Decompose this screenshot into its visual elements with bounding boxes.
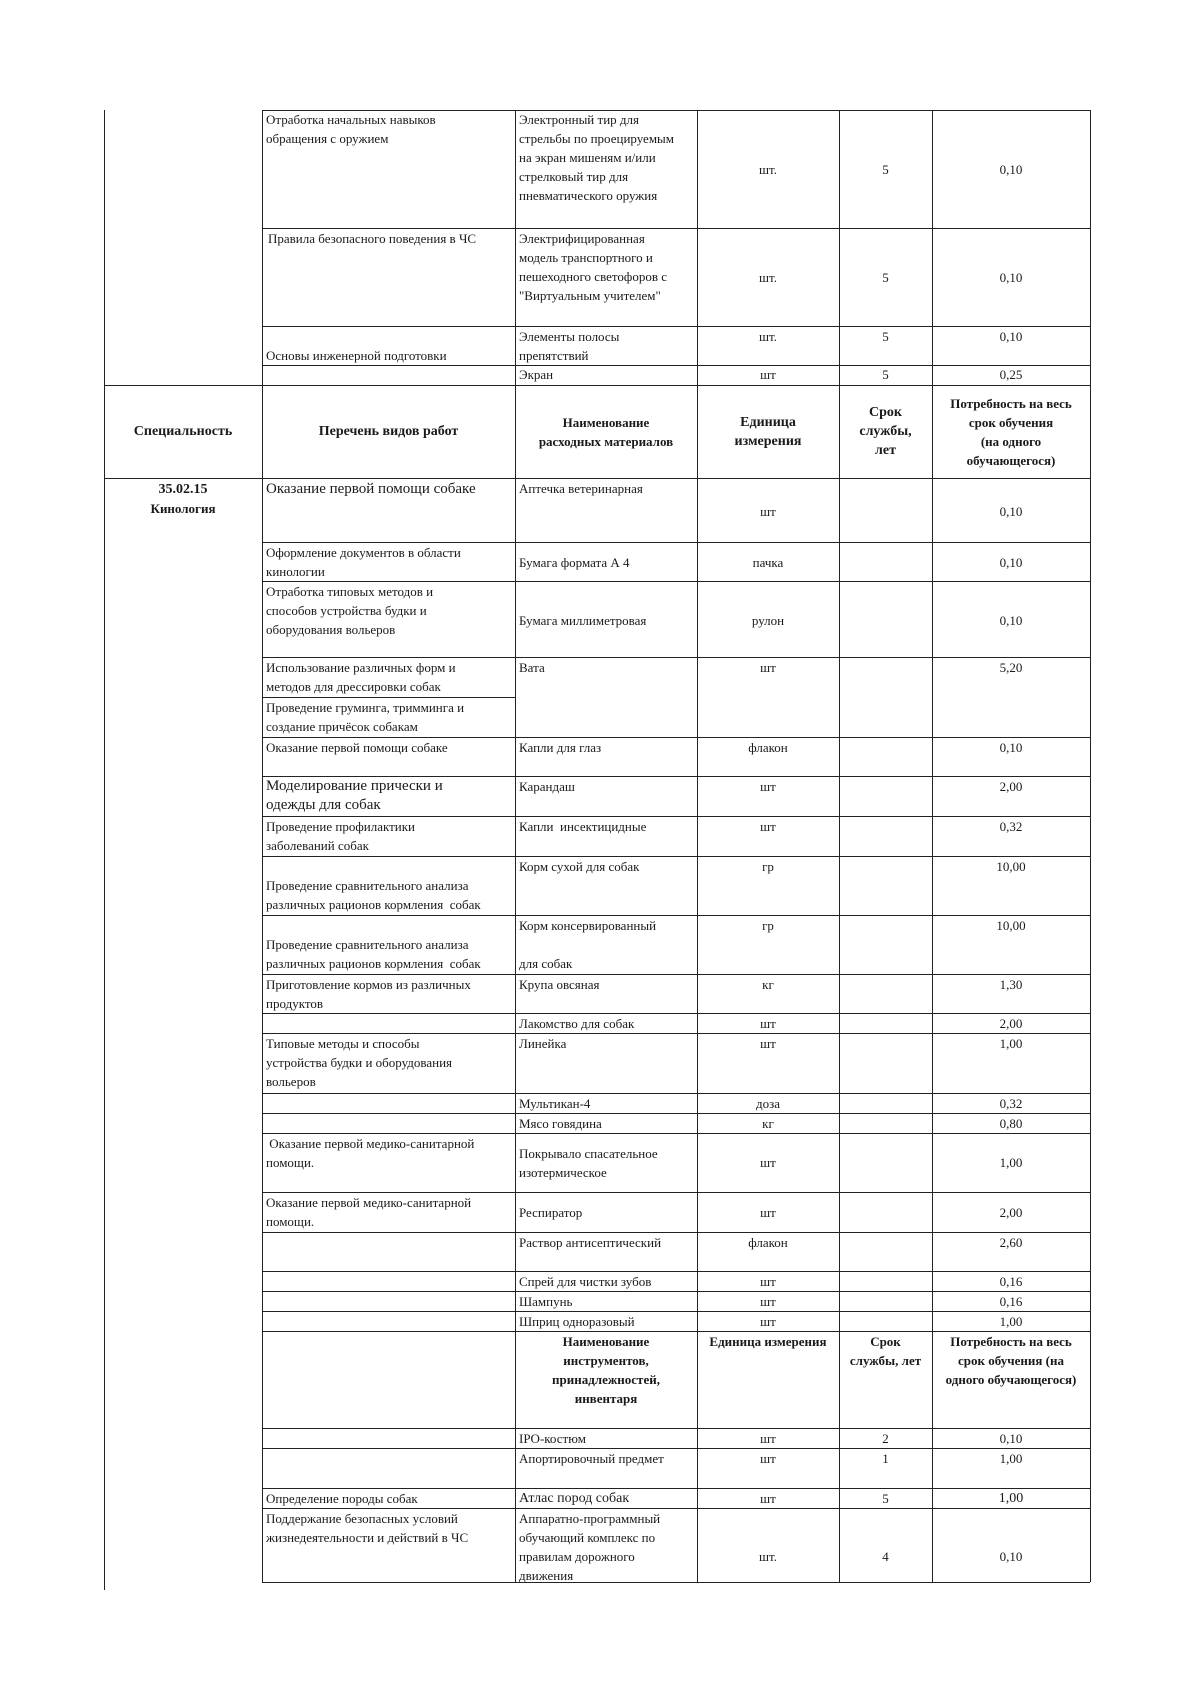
work-line: Использование различных форм и — [266, 660, 456, 675]
material-line: Капли инсектицидные — [519, 819, 647, 834]
need-cell: 10,00 — [996, 918, 1026, 933]
header-tools-line: инвентаря — [574, 1391, 638, 1406]
need-cell: 0,10 — [999, 740, 1023, 755]
header-term-line: Срок — [869, 405, 902, 420]
material-line: пневматического оружия — [519, 188, 658, 203]
work-line: оборудования вольеров — [266, 622, 396, 637]
work-line: помощи. — [266, 1155, 315, 1170]
material-line: Экран — [519, 367, 554, 382]
material-line: Мясо говядина — [519, 1116, 602, 1131]
header-tools-line: принадлежностей, — [552, 1372, 660, 1387]
work-line: вольеров — [266, 1074, 316, 1089]
unit-cell: шт — [760, 779, 776, 794]
table-right-border — [1090, 110, 1091, 1582]
unit-cell: шт — [760, 1155, 776, 1170]
work-line: заболеваний собак — [266, 838, 369, 853]
material-line: Аппаратно-программный — [519, 1511, 661, 1526]
header-unit-line: измерения — [734, 434, 802, 449]
need-cell: 1,00 — [999, 1314, 1023, 1329]
need-cell: 0,10 — [999, 270, 1023, 285]
need-cell: 0,10 — [999, 555, 1023, 570]
unit-cell: шт — [760, 367, 776, 382]
material-line: Респиратор — [519, 1205, 583, 1220]
need-cell: 1,00 — [999, 1451, 1023, 1466]
need-cell: 0,16 — [999, 1294, 1023, 1309]
material-line: Бумага формата А 4 — [519, 555, 630, 570]
unit-cell: кг — [762, 1116, 774, 1131]
material-line: Электрифицированная — [519, 231, 645, 246]
header-tools-line: Наименование — [562, 1334, 650, 1349]
need-cell: 0,80 — [999, 1116, 1023, 1131]
material-line: Капли для глаз — [519, 740, 602, 755]
need-cell: 1,30 — [999, 977, 1023, 992]
term-cell: 1 — [882, 1451, 889, 1466]
unit-cell: шт — [760, 1205, 776, 1220]
header-materials-line: Наименование — [562, 415, 650, 430]
unit-cell: шт — [760, 1294, 776, 1309]
need-cell: 1,00 — [998, 1491, 1024, 1506]
work-line: помощи. — [266, 1214, 315, 1229]
material-line: Атлас пород собак — [519, 1491, 630, 1506]
need-cell: 2,00 — [999, 1205, 1023, 1220]
term-cell: 2 — [882, 1431, 889, 1446]
material-line: Аптечка ветеринарная — [519, 481, 643, 496]
unit-cell: шт — [760, 1016, 776, 1031]
material-line: Бумага миллиметровая — [519, 613, 647, 628]
material-line: Вата — [519, 660, 545, 675]
unit-cell: доза — [755, 1096, 781, 1111]
header-term-line: лет — [875, 443, 896, 458]
need-cell: 2,00 — [999, 1016, 1023, 1031]
header-term-line: Срок — [870, 1334, 901, 1349]
work-line: создание причёсок собакам — [266, 719, 418, 734]
unit-cell: шт — [760, 504, 776, 519]
unit-cell: шт — [760, 1036, 776, 1051]
header-need-line: срок обучения (на — [958, 1353, 1064, 1368]
material-line: Линейка — [519, 1036, 567, 1051]
work-line: Проведение сравнительного анализа — [266, 937, 469, 952]
unit-cell: шт. — [759, 162, 777, 177]
material-line: Элементы полосы — [519, 329, 620, 344]
header-need-line: одного обучающегося) — [945, 1372, 1077, 1387]
material-line: Покрывало спасательное — [519, 1146, 658, 1161]
need-cell: 0,10 — [999, 613, 1023, 628]
unit-cell: флакон — [748, 1235, 788, 1250]
material-line: Карандаш — [519, 779, 575, 794]
need-cell: 0,32 — [999, 819, 1023, 834]
need-cell: 0,25 — [999, 367, 1023, 382]
need-cell: 0,10 — [999, 1549, 1023, 1564]
row-line — [104, 385, 1090, 386]
work-line: Оказание первой медико-санитарной — [266, 1195, 472, 1210]
work-line: жизнедеятельности и действий в ЧС — [266, 1530, 469, 1545]
need-cell: 1,00 — [999, 1155, 1023, 1170]
material-line: для собак — [519, 956, 573, 971]
work-line: Оказание первой помощи собаке — [266, 740, 448, 755]
need-cell: 1,00 — [999, 1036, 1023, 1051]
header-need-line: обучающегося) — [966, 453, 1056, 468]
term-cell: 5 — [882, 270, 889, 285]
material-line: правилам дорожного — [519, 1549, 635, 1564]
work-line: Типовые методы и способы — [266, 1036, 420, 1051]
need-cell: 2,60 — [999, 1235, 1023, 1250]
header-materials-line: расходных материалов — [538, 434, 674, 449]
column-divider-works — [262, 110, 263, 1582]
work-line: обращения с оружием — [266, 131, 389, 146]
unit-cell: шт — [760, 1431, 776, 1446]
work-line: кинологии — [266, 564, 325, 579]
work-line: продуктов — [266, 996, 323, 1011]
material-line: стрельбы по проецируемым — [519, 131, 675, 146]
work-line: способов устройства будки и — [266, 603, 427, 618]
header-unit: Единица измерения — [709, 1334, 827, 1349]
work-line: Отработка начальных навыков — [266, 112, 436, 127]
material-line: Лакомство для собак — [519, 1016, 635, 1031]
need-cell: 0,32 — [999, 1096, 1023, 1111]
work-line: Правила безопасного поведения в ЧС — [268, 231, 477, 246]
header-need-line: Потребность на весь — [950, 1334, 1072, 1349]
work-line: различных рационов кормления собак — [266, 956, 481, 971]
need-cell: 0,16 — [999, 1274, 1023, 1289]
material-line: обучающий комплекс по — [519, 1530, 656, 1545]
term-cell: 4 — [882, 1549, 889, 1564]
work-line: Отработка типовых методов и — [266, 584, 434, 599]
unit-cell: рулон — [751, 613, 785, 628]
work-line: Проведение профилактики — [266, 819, 416, 834]
term-cell: 5 — [882, 329, 889, 344]
unit-cell: шт — [760, 1274, 776, 1289]
header-specialty: Специальность — [133, 424, 233, 439]
unit-cell: шт — [760, 1491, 776, 1506]
specialty-name: Кинология — [150, 501, 216, 516]
work-line: различных рационов кормления собак — [266, 897, 481, 912]
material-line: Электронный тир для — [519, 112, 639, 127]
row-line — [262, 1582, 1090, 1583]
material-line: IPO-костюм — [519, 1431, 586, 1446]
unit-cell: гр — [762, 918, 774, 933]
table-left-border — [104, 110, 105, 1590]
need-cell: 10,00 — [996, 859, 1026, 874]
material-line: Корм сухой для собак — [519, 859, 640, 874]
material-line: Корм консервированный — [519, 918, 657, 933]
need-cell: 0,10 — [999, 162, 1023, 177]
unit-cell: шт — [760, 1314, 776, 1329]
material-line: изотермическое — [519, 1165, 607, 1180]
header-term-line: службы, лет — [849, 1353, 922, 1368]
header-need-line: (на одного — [980, 434, 1042, 449]
term-cell: 5 — [882, 162, 889, 177]
material-line: Апортировочный предмет — [519, 1451, 664, 1466]
work-line: Оформление документов в области — [266, 545, 461, 560]
material-line: Шампунь — [519, 1294, 573, 1309]
material-line: модель транспортного и — [519, 250, 653, 265]
header-unit-line: Единица — [740, 415, 796, 430]
material-line: препятствий — [519, 348, 589, 363]
need-cell: 5,20 — [999, 660, 1023, 675]
unit-cell: шт — [760, 819, 776, 834]
work-line: Основы инженерной подготовки — [266, 348, 447, 363]
work-line: Проведение сравнительного анализа — [266, 878, 469, 893]
material-line: на экран мишеням и/или — [519, 150, 656, 165]
unit-cell: шт. — [759, 1549, 777, 1564]
work-line: Моделирование прически и — [266, 778, 443, 794]
term-cell: 5 — [882, 367, 889, 382]
specialty-code: 35.02.15 — [158, 482, 208, 497]
unit-cell: шт — [760, 660, 776, 675]
need-cell: 0,10 — [999, 504, 1023, 519]
material-line: пешеходного светофоров с — [519, 269, 667, 284]
need-cell: 0,10 — [999, 1431, 1023, 1446]
unit-cell: кг — [762, 977, 774, 992]
work-line: Приготовление кормов из различных — [266, 977, 471, 992]
work-line: Поддержание безопасных условий — [266, 1511, 458, 1526]
header-need-line: Потребность на весь — [950, 396, 1072, 411]
material-line: Шприц одноразовый — [519, 1314, 635, 1329]
work-line: Оказание первой помощи собаке — [266, 481, 476, 497]
material-line: движения — [519, 1568, 574, 1583]
header-need-line: срок обучения — [968, 415, 1054, 430]
unit-cell: гр — [762, 859, 774, 874]
unit-cell: шт — [760, 1451, 776, 1466]
unit-cell: флакон — [748, 740, 788, 755]
material-line: Раствор антисептический — [519, 1235, 662, 1250]
header-term-line: службы, — [859, 424, 912, 439]
term-cell: 5 — [882, 1491, 889, 1506]
material-line: стрелковый тир для — [519, 169, 629, 184]
work-line: Проведение груминга, тримминга и — [266, 700, 465, 715]
material-line: Мультикан-4 — [519, 1096, 591, 1111]
need-cell: 0,10 — [999, 329, 1023, 344]
need-cell: 2,00 — [999, 779, 1023, 794]
unit-cell: пачка — [752, 555, 784, 570]
header-tools-line: инструментов, — [563, 1353, 649, 1368]
unit-cell: шт. — [759, 329, 777, 344]
unit-cell: шт. — [759, 270, 777, 285]
material-line: "Виртуальным учителем" — [519, 288, 661, 303]
material-line: Спрей для чистки зубов — [519, 1274, 652, 1289]
material-line: Крупа овсяная — [519, 977, 600, 992]
header-works: Перечень видов работ — [318, 424, 459, 439]
work-line: Определение породы собак — [266, 1491, 418, 1506]
work-line: устройства будки и оборудования — [266, 1055, 453, 1070]
work-line: одежды для собак — [266, 797, 381, 813]
work-line: Оказание первой медико-санитарной — [266, 1136, 475, 1151]
work-line: методов для дрессировки собак — [266, 679, 441, 694]
